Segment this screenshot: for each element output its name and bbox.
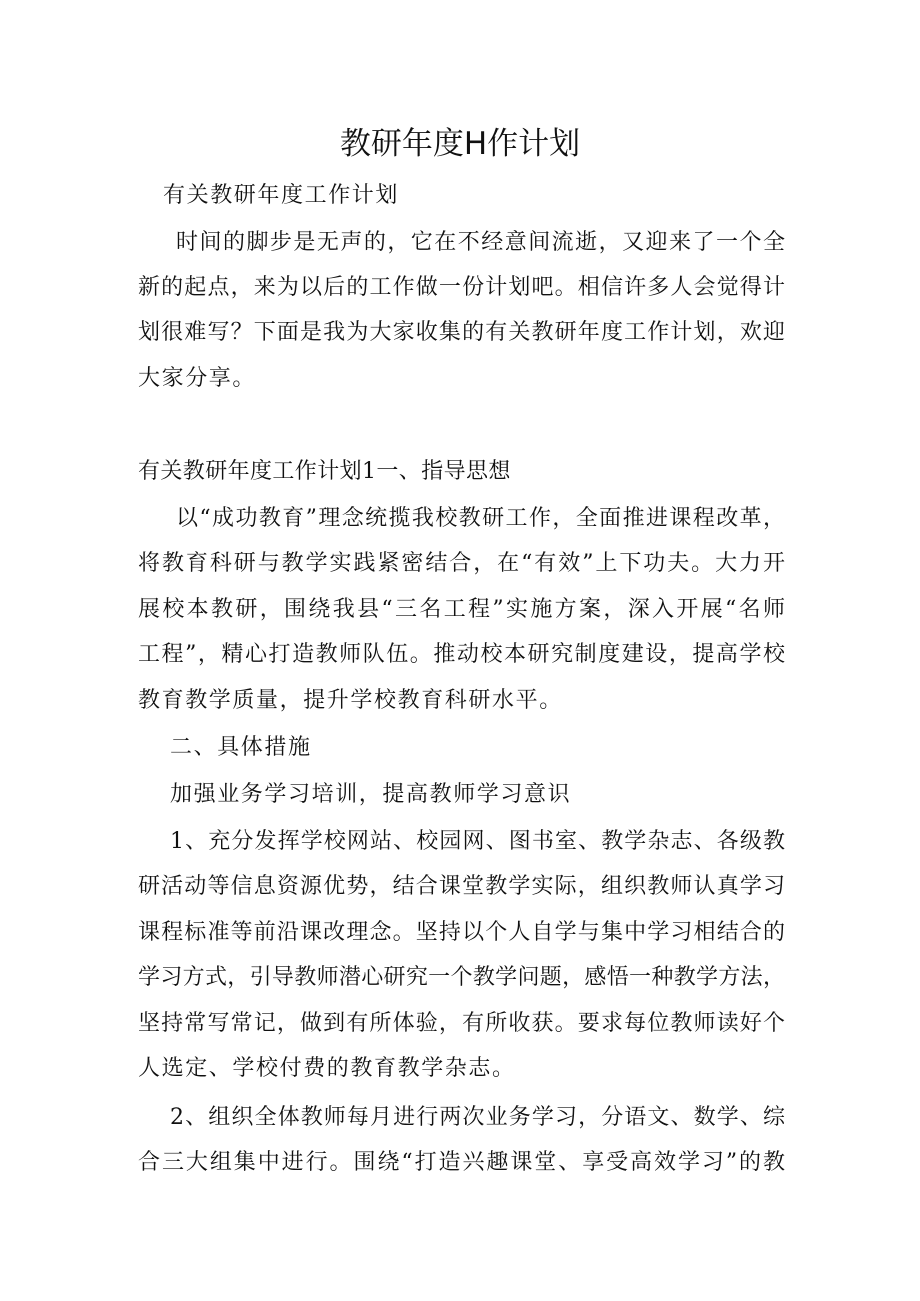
section-heading-1: 有关教研年度工作计划1一、指导思想 [138, 459, 511, 484]
item2-line-1: 2、组织全体教师每月进行两次业务学习，分语文、数学、综 [170, 1105, 785, 1130]
body-line-1: 以“成功教育”理念统揽我校教研工作，全面推进课程改革， [176, 506, 785, 531]
subtitle-line: 有关教研年度工作计划 [163, 183, 400, 208]
sub-heading: 加强业务学习培训，提高教师学习意识 [170, 782, 572, 807]
item1-line-2: 研活动等信息资源优势，结合课堂教学实际，组织教师认真学习 [138, 874, 785, 899]
intro-line-3: 划很难写？下面是我为大家收集的有关教研年度工作计划，欢迎 [138, 320, 785, 345]
document-title: 教研年度H作计划 [339, 126, 581, 162]
section-heading-2: 二、具体措施 [170, 735, 312, 760]
body-line-2: 将教育科研与教学实践紧密结合，在“有效”上下功夫。大力开 [138, 551, 785, 576]
item1-line-1: 1、充分发挥学校网站、校园网、图书室、教学杂志、各级教 [170, 829, 785, 854]
body-line-5: 教育教学质量，提升学校教育科研水平。 [138, 688, 563, 713]
intro-line-1: 时间的脚步是无声的，它在不经意间流逝，又迎来了一个全 [176, 230, 785, 255]
item2-line-2: 合三大组集中进行。围绕“打造兴趣课堂、享受高效学习”的教 [138, 1150, 785, 1175]
item1-line-3: 课程标准等前沿课改理念。坚持以个人自学与集中学习相结合的 [138, 920, 785, 945]
item1-line-4: 学习方式，引导教师潜心研究一个教学问题，感悟一种教学方法， [138, 965, 785, 990]
intro-line-4: 大家分享。 [138, 366, 257, 391]
item1-line-6: 人选定、学校付费的教育教学杂志。 [138, 1056, 516, 1081]
intro-line-2: 新的起点，来为以后的工作做一份计划吧。相信许多人会觉得计 [138, 275, 785, 300]
body-line-4: 工程”，精心打造教师队伍。推动校本研究制度建设，提高学校 [138, 642, 785, 667]
body-line-3: 展校本教研，围绕我县“三名工程”实施方案，深入开展“名师 [138, 597, 785, 622]
item1-line-5: 坚持常写常记，做到有所体验，有所收获。要求每位教师读好个 [138, 1011, 785, 1036]
